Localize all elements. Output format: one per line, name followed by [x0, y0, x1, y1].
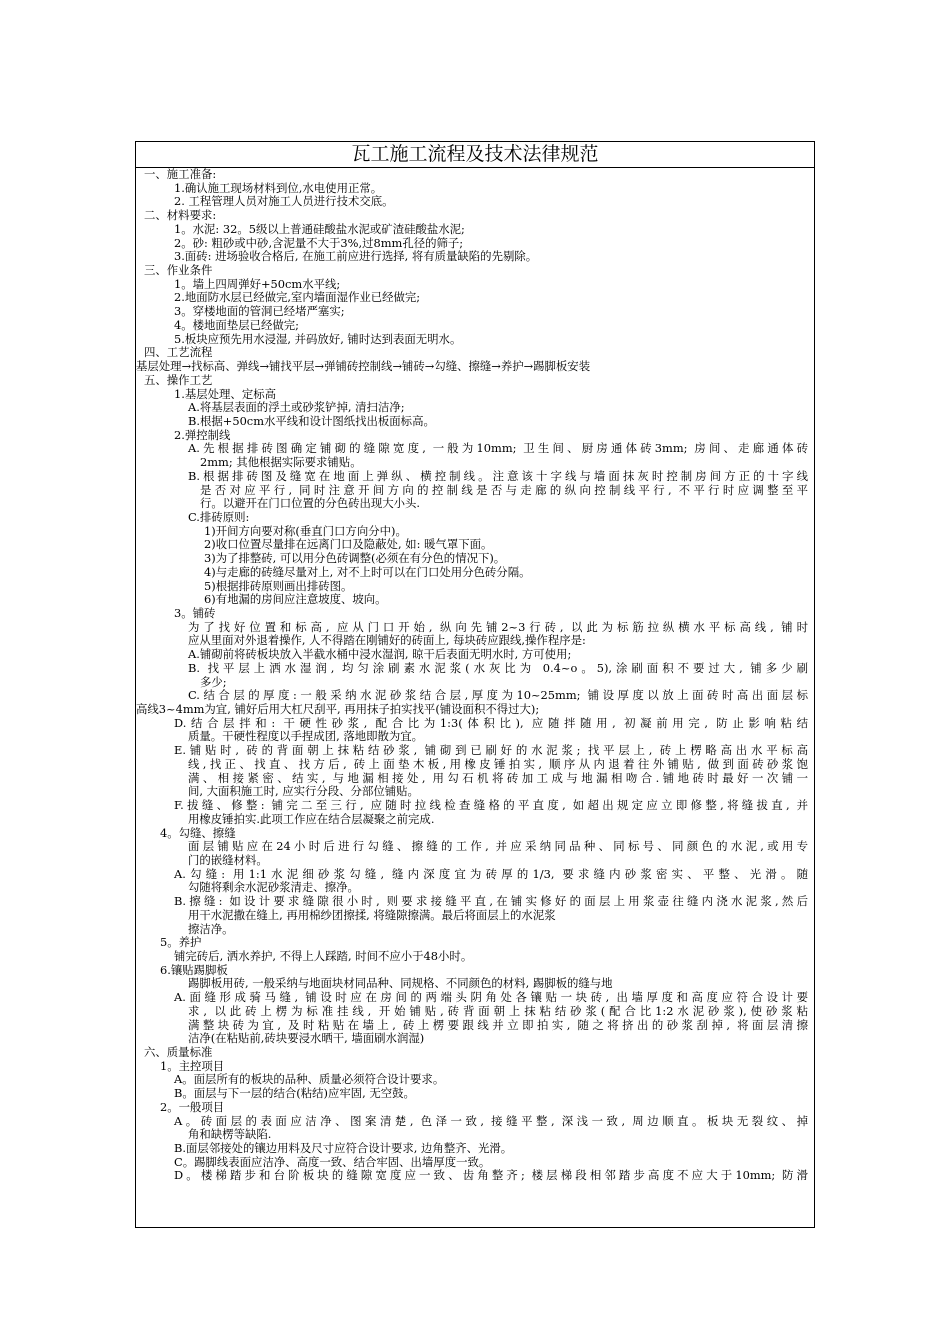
- text-line: C.结合层的厚度:一般采纳水泥砂浆结合层,厚度为10~25mm; 铺设厚度以放上面砖时高出面层标: [188, 689, 808, 703]
- text-line: B.面层邻接处的镶边用料及尺寸应符合设计要求, 边角整齐、光滑。: [174, 1142, 513, 1156]
- text-line: 3。穿楼地面的管洞已经堵严塞实;: [174, 305, 345, 319]
- text-line: 角和缺楞等缺陷.: [188, 1128, 272, 1142]
- text-line: 1.基层处理、定标高: [174, 387, 276, 401]
- text-line: 二、材料要求:: [144, 209, 217, 223]
- document-body: [136, 168, 814, 1183]
- text-line: 5.板块应预先用水浸湿, 并码放好, 铺时达到表面无明水。: [174, 332, 462, 346]
- text-line: 6)有地漏的房间应注意坡度、坡向。: [204, 593, 387, 607]
- text-line: 五、操作工艺: [144, 373, 213, 387]
- text-line: 2.地面防水层已经做完,室内墙面湿作业已经做完;: [174, 291, 421, 305]
- text-line: B。面层与下一层的结合(粘结)应牢固, 无空鼓。: [174, 1087, 415, 1101]
- text-line: 门的嵌缝材料。: [188, 853, 268, 867]
- text-line: 面层铺贴应在24小时后进行勾缝、擦缝的工作, 并应采纳同品种、同标号、同颜色的水泥,或用专: [188, 840, 808, 854]
- text-line: 是否对应平行, 同时注意开间方向的控制线是否与走廊的纵向控制线平行, 不平行时应调整至平: [200, 483, 808, 497]
- text-line: B.根据+50cm水平线和设计图纸找出板面标高。: [188, 414, 435, 428]
- text-line: C。踢脚线表面应洁净、高度一致、结合牢固、出墙厚度一致。: [174, 1155, 491, 1169]
- text-line: A。砖面层的表面应洁净、图案清楚, 色泽一致, 接缝平整, 深浅一致, 周边顺直。板块无裂纹、掉: [174, 1114, 808, 1128]
- text-line: A.面缝形成骑马缝, 铺设时应在房间的两端头阴角处各镶贴一块砖, 出墙厚度和高度应符合设计要: [174, 991, 808, 1005]
- text-line: 多少;: [200, 675, 227, 689]
- text-line: 为了找好位置和标高, 应从门口开始, 纵向先铺2~3行砖, 以此为标筋拉纵横水平标高线, 铺时: [188, 620, 808, 634]
- text-line: 2)收口位置尽量排在远离门口及隐蔽处, 如: 暖气罩下面。: [204, 538, 493, 552]
- text-line: A.铺砌前将砖板块放入半截水桶中浸水湿润, 晾干后表面无明水时, 方可使用;: [188, 648, 572, 662]
- text-line: 3。铺砖: [174, 607, 216, 620]
- text-line: D。楼梯踏步和台阶板块的缝隙宽度应一致、齿角整齐; 楼层梯段相邻踏步高度不应大于10mm; 防滑: [174, 1169, 808, 1183]
- text-line: 行。以避开在门口位置的分色砖出现大小头.: [200, 497, 421, 511]
- text-line: 2. 工程管理人员对施工人员进行技术交底。: [174, 195, 394, 209]
- text-line: 5)根据排砖原则画出排砖图。: [204, 579, 353, 593]
- text-line: 高线3~4mm为宜, 铺好后用大杠尺刮平, 再用抹子拍实找平(铺设面积不得过大);: [136, 703, 540, 717]
- text-line: B.擦缝: 如设计要求缝隙很小时, 则要求接缝平直,在铺实修好的面层上用浆壶往缝内浇水泥浆,然后: [174, 895, 808, 909]
- text-line: 1)开间方向要对称(垂直门口方向分中)。: [204, 524, 407, 538]
- text-line: 1。墙上四周弹好+50cm水平线;: [174, 277, 341, 291]
- text-line: 2.弹控制线: [174, 428, 231, 442]
- document-title: 瓦工施工流程及技术法律规范: [136, 142, 814, 168]
- text-line: 擦洁净。: [188, 922, 234, 936]
- text-line: F.拔缝、修整: 铺完二至三行, 应随时拉线检查缝格的平直度, 如超出规定应立即修整,将缝拔直, 并: [174, 799, 808, 813]
- text-line: 1。水泥: 32。5级以上普通硅酸盐水泥或矿渣硅酸盐水泥;: [174, 222, 465, 236]
- text-line: 4)与走廊的砖缝尽量对上, 对不上时可以在门口处用分色砖分隔。: [204, 565, 531, 579]
- text-line: 洁净(在粘贴前,砖块要浸水晒干, 墙面刷水润湿): [188, 1032, 425, 1046]
- text-line: 2。一般项目: [160, 1100, 225, 1114]
- text-line: 满、相接紧密、结实, 与地漏相接处, 用勾石机将砖加工成与地漏相吻合.铺地砖时最好一次铺一: [188, 771, 808, 785]
- text-line: 1。主控项目: [160, 1059, 225, 1073]
- text-line: 5。养护: [160, 936, 202, 950]
- text-line: D.结合层拌和: 干硬性砂浆, 配合比为1:3(体积比), 应随拌随用, 初凝前用完, 防止影响粘结: [174, 716, 808, 730]
- text-line: 线,找正、找直、找方后, 砖上面垫木板,用橡皮锤拍实, 顺序从内退着往外铺贴, 做到面砖砂浆饱: [188, 757, 808, 771]
- text-line: 用橡皮锤拍实.此项工作应在结合层凝聚之前完成.: [188, 812, 435, 826]
- text-line: 踢脚板用砖, 一般采纳与地面块材同品种、同规格、不同颜色的材料, 踢脚板的缝与地: [188, 977, 613, 991]
- text-line: 6.镶贴踢脚板: [160, 963, 228, 977]
- text-line: 三、作业条件: [144, 264, 213, 278]
- text-line: 基层处理→找标高、弹线→铺找平层→弹铺砖控制线→铺砖→勾缝、擦缝→养护→踢脚板安装: [136, 360, 591, 374]
- text-line: A.将基层表面的浮土或砂浆铲掉, 清扫洁净;: [188, 401, 405, 415]
- text-line: 间, 大面积施工时, 应实行分段、分部位铺贴。: [188, 785, 419, 799]
- text-line: 用干水泥撒在缝上, 再用棉纱团擦揉, 将缝隙擦满。最后将面层上的水泥浆: [188, 908, 556, 922]
- text-line: 1.确认施工现场材料到位,水电使用正常。: [174, 181, 383, 195]
- text-line: 4。勾缝、擦缝: [160, 826, 236, 840]
- document-table: [135, 141, 815, 1228]
- text-line: 3)为了排整砖, 可以用分色砖调整(必须在有分色的情况下)。: [204, 552, 506, 566]
- text-line: 一、施工准备:: [144, 168, 217, 181]
- text-line: 2mm; 其他根据实际要求铺贴。: [200, 456, 362, 470]
- text-line: E.铺贴时, 砖的背面朝上抹粘结砂浆, 铺砌到已刷好的水泥浆; 找平层上, 砖上楞略高出水平标高: [174, 744, 808, 758]
- text-line: 求, 以此砖上楞为标准挂线, 开始铺贴,砖背面朝上抹粘结砂浆(配合比1:2水泥砂浆),使砂浆粘: [188, 1004, 808, 1018]
- text-line: 满整块砖为宜, 及时粘贴在墙上, 砖上楞要跟线并立即拍实, 随之将挤出的砂浆刮掉, 将面层清擦: [188, 1018, 808, 1032]
- text-line: B. 找平层上洒水湿润, 均匀涂刷素水泥浆(水灰比为 0.4~o。5),涂刷面积不要过大, 铺多少刷: [188, 661, 808, 675]
- text-line: A.勾缝: 用1:1水泥细砂浆勾缝, 缝内深度宜为砖厚的1/3, 要求缝内砂浆密实、平整、光滑。随: [174, 867, 808, 881]
- text-line: 应从里面对外退着操作, 人不得踏在刚铺好的砖面上, 每块砖应跟线,操作程序是:: [188, 634, 586, 648]
- text-line: 勾随将剩余水泥砂浆清走、擦净。: [188, 881, 359, 895]
- text-line: 六、质量标准: [144, 1046, 213, 1059]
- text-line: 质量。干硬性程度以手捏成团, 落地即散为宜。: [188, 730, 424, 744]
- text-line: A.先根据排砖图确定铺砌的缝隙宽度, 一般为10mm; 卫生间、厨房通体砖3mm; 房间、走廊通体砖: [188, 442, 808, 456]
- text-line: A。面层所有的板块的品种、质量必须符合设计要求。: [174, 1073, 445, 1087]
- text-line: B.根据排砖图及缝宽在地面上弹纵、横控制线。注意该十字线与墙面抹灰时控制房间方正的十字线: [188, 469, 808, 483]
- text-line: 2。砂: 粗砂或中砂,含泥量不大于3%,过8mm孔径的筛子;: [174, 236, 464, 250]
- text-line: 3.面砖: 进场验收合格后, 在施工前应进行选择, 将有质量缺陷的先剔除。: [174, 250, 538, 264]
- text-line: 铺完砖后, 洒水养护, 不得上人踩踏, 时间不应小于48小时。: [174, 949, 473, 963]
- text-line: C.排砖原则:: [188, 510, 250, 524]
- text-line: 四、工艺流程: [144, 346, 213, 360]
- text-line: 4。楼地面垫层已经做完;: [174, 318, 299, 332]
